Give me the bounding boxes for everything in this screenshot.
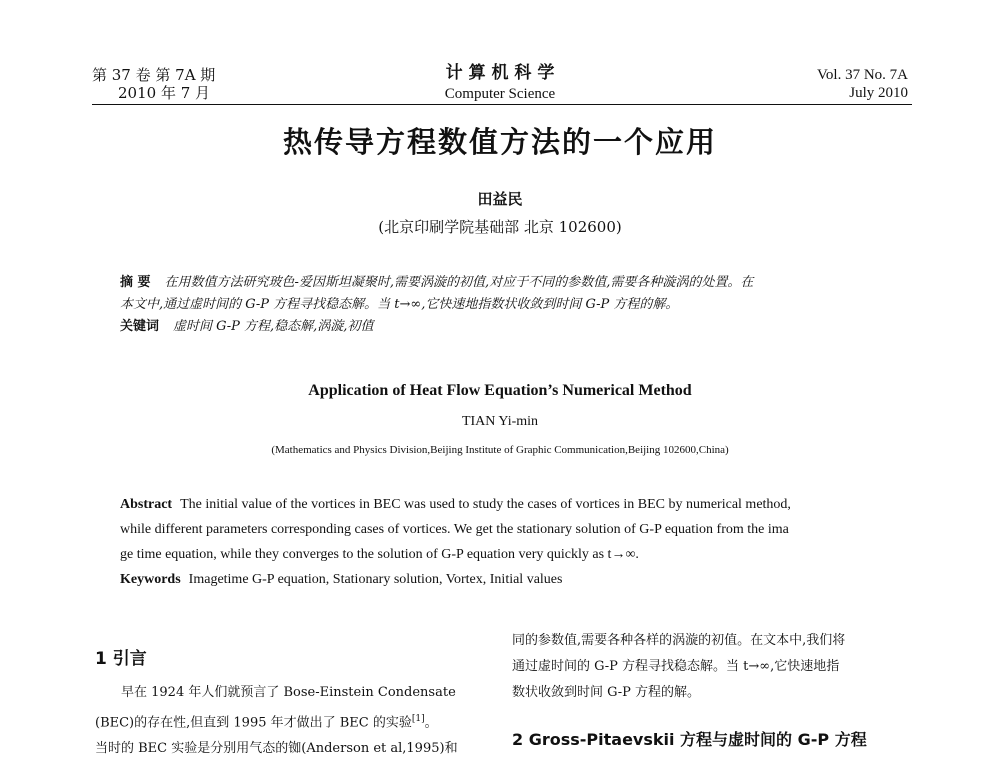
header-date-cn: 2010 年 7 月 [118,84,211,102]
abstract-cn-line1: 在用数值方法研究玻色-爱因斯坦凝聚时,需要涡漩的初值,对应于不同的参数值,需要各种漩涡的处置。在 [164,275,754,290]
abstract-en-line1: The initial value of the vortices in BEC was used to study the cases of vortices in BEC by numerical method, [180,497,791,512]
section1-paragraph [95,680,490,762]
section1-heading: 1 引言 [95,649,147,669]
right-col-line2: 通过虚时间的 G-P 方程寻找稳态解。当 t→∞,它快速地指 [512,659,840,674]
affiliation-en: (Mathematics and Physics Division,Beijing Institute of Graphic Communication,Beijing 102600,China) [271,444,729,456]
header-volume: Vol. 37 No. 7A [817,67,908,83]
header-rule [92,104,912,105]
right-column-paragraph [512,628,912,706]
section1-line1: 早在 1924 年人们就预言了 Bose-Einstein Condensate [121,685,456,700]
section1-line2: (BEC)的存在性,但直到 1995 年才做出了 BEC 的实验 [95,715,412,731]
journal-name-en: Computer Science [444,86,556,102]
abstract-en-label: Abstract [120,497,173,512]
section1-line2-end: 。 [424,715,438,731]
section2-heading: 2 Gross-Pitaevskii 方程与虚时间的 G-P 方程 [512,730,867,749]
author-cn: 田益民 [477,190,523,208]
keywords-en-label: Keywords [120,572,181,587]
citation-ref: [1] [411,714,425,724]
keywords-cn-text: 虚时间 G-P 方程,稳态解,涡漩,初值 [173,319,374,334]
paper-title-en: Application of Heat Flow Equation’s Numerical Method [308,382,692,399]
header-date-en: July 2010 [849,85,908,101]
author-en: TIAN Yi-min [461,414,539,429]
abstract-en [120,492,910,592]
paper-title-cn: 热传导方程数值方法的一个应用 [282,125,717,159]
keywords-cn-label: 关键词 [120,319,160,334]
abstract-en-line2: while different parameters corresponding cases of vortices. We get the stationary solution of G-P equation from the ima [120,522,789,537]
right-col-line1: 同的参数值,需要各种各样的涡漩的初值。在文本中,我们将 [512,633,846,648]
header-issue: 第 37 卷 第 7A 期 [92,66,216,84]
affiliation-cn: (北京印刷学院基础部 北京 102600) [378,218,622,236]
abstract-cn-line2: 本文中,通过虚时间的 G-P 方程寻找稳态解。当 t→∞,它快速地指数状收敛到时间 G-P 方程的解。 [120,297,679,312]
abstract-cn [120,272,910,338]
right-col-line3: 数状收敛到时间 G-P 方程的解。 [512,685,701,700]
journal-name-cn: 计 算 机 科 学 [445,63,555,83]
keywords-en-text: Imagetime G-P equation, Stationary solution, Vortex, Initial values [188,572,563,587]
abstract-cn-label: 摘 要 [120,275,151,290]
section1-line3: 当时的 BEC 实验是分别用气态的铷(Anderson et al,1995)和 [95,741,458,757]
abstract-en-line3: ge time equation, while they converges to the solution of G-P equation very quickly as t→∞. [120,547,639,562]
